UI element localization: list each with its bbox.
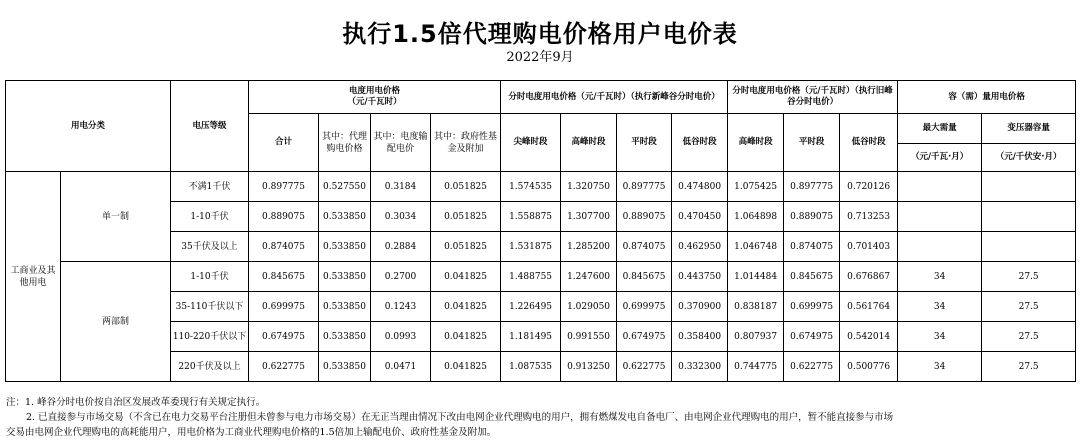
table-body: [6, 172, 1076, 382]
cell-valley: 0.332300: [672, 352, 728, 382]
cell-old-flat: 0.845675: [784, 262, 840, 292]
header-total: 合计: [249, 114, 319, 172]
cell-voltage: 不满1千伏: [171, 172, 249, 202]
cell-sharp: 1.558875: [501, 202, 561, 232]
header-high-peak: 高峰时段: [561, 114, 617, 172]
cell-old-high: 0.807937: [728, 322, 784, 352]
cell-fund: 0.041825: [431, 292, 501, 322]
cell-total: 0.674975: [249, 322, 319, 352]
cell-max-demand: [898, 202, 982, 232]
cell-max-demand: 34: [898, 352, 982, 382]
cell-flat: 0.622775: [617, 352, 672, 382]
cell-voltage: 220千伏及以上: [171, 352, 249, 382]
cell-old-flat: 0.699975: [784, 292, 840, 322]
cell-old-valley: 0.713253: [840, 202, 898, 232]
page-title: 执行1.5倍代理购电价格用户电价表: [342, 20, 738, 48]
cell-transformer: [982, 232, 1076, 262]
header-row-1: [6, 81, 1076, 114]
header-fund: 其中：政府性基金及附加: [431, 114, 501, 172]
cell-transformer: 27.5: [982, 292, 1076, 322]
cell-flat: 0.874075: [617, 232, 672, 262]
cell-transmission: 0.0471: [371, 352, 431, 382]
cell-old-high: 0.838187: [728, 292, 784, 322]
cell-old-high: 1.046748: [728, 232, 784, 262]
header-capacity: 容（需）量用电价格: [898, 81, 1076, 114]
cell-high: 0.991550: [561, 322, 617, 352]
cell-old-valley: 0.561764: [840, 292, 898, 322]
cell-transmission: 0.3184: [371, 172, 431, 202]
note-2-continued: 交易由电网企业代理购电的高耗能用户，用电价格为工商业代理购电价格的1.5倍加上输配电价、政府性基金及附加。: [6, 427, 497, 438]
category-main-cell: 工商业及其他用电: [6, 172, 61, 382]
cell-agent: 0.533850: [319, 202, 371, 232]
cell-agent: 0.533850: [319, 262, 371, 292]
cell-max-demand: 34: [898, 322, 982, 352]
cell-flat: 0.889075: [617, 202, 672, 232]
cell-flat: 0.674975: [617, 322, 672, 352]
cell-agent: 0.533850: [319, 322, 371, 352]
header-max-demand-unit: （元/千瓦·月）: [898, 144, 982, 172]
cell-old-valley: 0.676867: [840, 262, 898, 292]
cell-transmission: 0.2700: [371, 262, 431, 292]
cell-max-demand: [898, 172, 982, 202]
header-flat: 平时段: [617, 114, 672, 172]
two-part-system-cell: 两部制: [61, 262, 171, 382]
cell-transformer: [982, 202, 1076, 232]
cell-old-flat: 0.674975: [784, 322, 840, 352]
header-transformer-capacity: 变压器容量: [982, 114, 1076, 144]
cell-transmission: 0.1243: [371, 292, 431, 322]
cell-valley: 0.358400: [672, 322, 728, 352]
cell-fund: 0.051825: [431, 232, 501, 262]
cell-total: 0.845675: [249, 262, 319, 292]
cell-total: 0.897775: [249, 172, 319, 202]
cell-total: 0.889075: [249, 202, 319, 232]
header-price-group: 电度用电价格 （元/千瓦时）: [249, 81, 501, 114]
cell-old-high: 1.075425: [728, 172, 784, 202]
note-2: 2. 已直接参与市场交易（不含已在电力交易平台注册但未曾参与电力市场交易）在无正当理由情况下改由电网企业代理购电的用户，拥有燃煤发电自备电厂、由电网企业代理购电的用户，暂不能直接参与市场: [26, 412, 894, 423]
cell-fund: 0.041825: [431, 352, 501, 382]
cell-old-flat: 0.897775: [784, 172, 840, 202]
cell-sharp: 1.574535: [501, 172, 561, 202]
single-system-cell: 单一制: [61, 172, 171, 262]
cell-high: 0.913250: [561, 352, 617, 382]
cell-fund: 0.051825: [431, 172, 501, 202]
header-max-demand: 最大需量: [898, 114, 982, 144]
cell-flat: 0.699975: [617, 292, 672, 322]
cell-high: 1.029050: [561, 292, 617, 322]
cell-voltage: 35千伏及以上: [171, 232, 249, 262]
cell-transformer: 27.5: [982, 262, 1076, 292]
cell-old-flat: 0.874075: [784, 232, 840, 262]
header-transmission: 其中：电度输配电价: [371, 114, 431, 172]
cell-sharp: 1.226495: [501, 292, 561, 322]
cell-voltage: 1-10千伏: [171, 262, 249, 292]
cell-old-flat: 0.889075: [784, 202, 840, 232]
header-old-valley: 低谷时段: [840, 114, 898, 172]
cell-fund: 0.041825: [431, 262, 501, 292]
cell-voltage: 110-220千伏以下: [171, 322, 249, 352]
notes: [6, 395, 1078, 440]
header-old-flat: 平时段: [784, 114, 840, 172]
cell-flat: 0.845675: [617, 262, 672, 292]
price-table: [5, 80, 1076, 382]
cell-valley: 0.462950: [672, 232, 728, 262]
cell-voltage: 35-110千伏以下: [171, 292, 249, 322]
cell-transformer: 27.5: [982, 322, 1076, 352]
cell-high: 1.320750: [561, 172, 617, 202]
cell-valley: 0.370900: [672, 292, 728, 322]
cell-high: 1.307700: [561, 202, 617, 232]
cell-max-demand: 34: [898, 292, 982, 322]
header-tou-new: 分时电度用电价格（元/千瓦时）（执行新峰谷分时电价）: [501, 81, 728, 114]
cell-sharp: 1.531875: [501, 232, 561, 262]
cell-flat: 0.897775: [617, 172, 672, 202]
header-sharp-peak: 尖峰时段: [501, 114, 561, 172]
cell-total: 0.699975: [249, 292, 319, 322]
header-category: 用电分类: [6, 81, 171, 172]
cell-old-high: 1.064898: [728, 202, 784, 232]
cell-sharp: 1.488755: [501, 262, 561, 292]
cell-sharp: 1.087535: [501, 352, 561, 382]
cell-old-high: 0.744775: [728, 352, 784, 382]
header-voltage: 电压等级: [171, 81, 249, 172]
cell-voltage: 1-10千伏: [171, 202, 249, 232]
cell-old-high: 1.014484: [728, 262, 784, 292]
cell-valley: 0.443750: [672, 262, 728, 292]
cell-valley: 0.474800: [672, 172, 728, 202]
cell-old-valley: 0.500776: [840, 352, 898, 382]
cell-total: 0.622775: [249, 352, 319, 382]
table-row: [6, 172, 1076, 202]
cell-old-valley: 0.542014: [840, 322, 898, 352]
page-subtitle: 2022年9月: [506, 50, 574, 65]
header-tou-old: 分时电度用电价格（元/千瓦时）（执行旧峰谷分时电价）: [728, 81, 898, 114]
cell-total: 0.874075: [249, 232, 319, 262]
header-old-high-peak: 高峰时段: [728, 114, 784, 172]
header-agent: 其中：代理购电价格: [319, 114, 371, 172]
cell-agent: 0.533850: [319, 352, 371, 382]
cell-fund: 0.041825: [431, 322, 501, 352]
cell-agent: 0.527550: [319, 172, 371, 202]
cell-transmission: 0.0993: [371, 322, 431, 352]
cell-transformer: 27.5: [982, 352, 1076, 382]
cell-old-valley: 0.720126: [840, 172, 898, 202]
cell-high: 1.247600: [561, 262, 617, 292]
cell-transmission: 0.2884: [371, 232, 431, 262]
cell-old-flat: 0.622775: [784, 352, 840, 382]
cell-old-valley: 0.701403: [840, 232, 898, 262]
cell-transformer: [982, 172, 1076, 202]
cell-agent: 0.533850: [319, 292, 371, 322]
cell-transmission: 0.3034: [371, 202, 431, 232]
cell-fund: 0.051825: [431, 202, 501, 232]
header-transformer-unit: （元/千伏安·月）: [982, 144, 1076, 172]
cell-max-demand: [898, 232, 982, 262]
cell-agent: 0.533850: [319, 232, 371, 262]
table-row: [6, 262, 1076, 292]
cell-valley: 0.470450: [672, 202, 728, 232]
header-valley: 低谷时段: [672, 114, 728, 172]
note-1: 注：1. 峰谷分时电价按自治区发展改革委现行有关规定执行。: [6, 397, 266, 408]
cell-high: 1.285200: [561, 232, 617, 262]
cell-sharp: 1.181495: [501, 322, 561, 352]
cell-max-demand: 34: [898, 262, 982, 292]
